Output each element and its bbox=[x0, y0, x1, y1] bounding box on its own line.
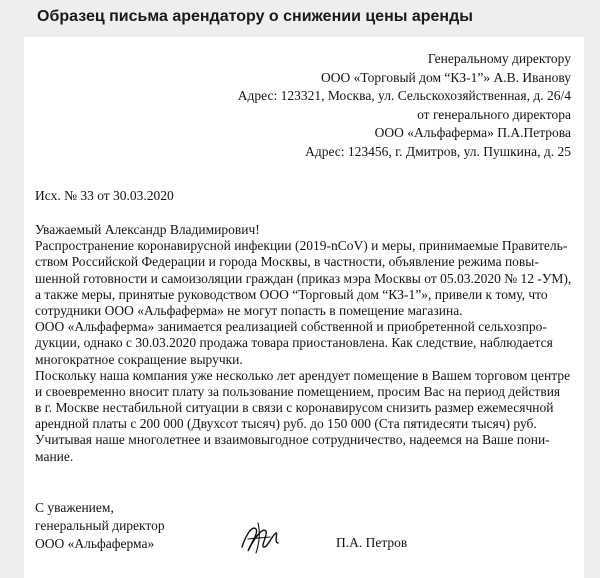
recipient-line: от генерального директора bbox=[417, 106, 571, 122]
letter-body bbox=[35, 222, 571, 465]
letter-sheet bbox=[24, 37, 584, 578]
body-line: Уважаемый Александр Владимирович! bbox=[35, 222, 260, 237]
body-line: а также меры, принятые руководством ООО “Торговый дом “КЗ-1”», привели к тому, что bbox=[35, 286, 548, 302]
body-line: сотрудники ООО «Альфаферма» не могут попасть в помещение магазина. bbox=[35, 302, 463, 318]
recipient-line: ООО «Торговый дом “КЗ-1”» А.В. Иванову bbox=[321, 69, 571, 85]
closing-line: ООО «Альфаферма» bbox=[35, 536, 155, 551]
closing-line: генеральный директор bbox=[35, 518, 165, 533]
body-line: Учитывая наше многолетнее и взаимовыгодное сотрудничество, надеемся на Ваше пони- bbox=[35, 432, 550, 448]
body-line: Распространение коронавирусной инфекции (2019-nCoV) и меры, принимаемые Правитель- bbox=[35, 238, 568, 254]
body-line: ством Российской Федерации и города Москвы, в частности, объявление режима повы- bbox=[35, 254, 539, 270]
outgoing-number: Исх. № 33 от 30.03.2020 bbox=[35, 188, 174, 203]
body-line: дукции, однако с 30.03.2020 продажа товара приостановлена. Как следствие, наблюдается bbox=[35, 335, 553, 351]
signature-image bbox=[234, 517, 284, 557]
closing-line: С уважением, bbox=[35, 500, 114, 515]
body-line: многократное сокращение выручки. bbox=[35, 351, 243, 367]
recipient-line: Генеральному директору bbox=[427, 51, 571, 66]
body-line: арендной платы с 200 000 (Двухсот тысяч) руб. до 150 000 (Ста пятидесяти тысяч) руб. bbox=[35, 416, 537, 432]
body-line: мание. bbox=[35, 448, 74, 464]
body-line: в г. Москве нестабильной ситуации в связи с коронавирусом снизить размер ежемесячной bbox=[35, 400, 554, 416]
signer-name: П.А. Петров bbox=[336, 535, 408, 550]
body-line: Поскольку наша компания уже несколько лет арендует помещение в Вашем торговом центре bbox=[35, 367, 571, 383]
body-line: шенной готовности и самоизоляции граждан (приказ мэра Москвы от 05.03.2020 № 12 -УМ), bbox=[35, 270, 572, 286]
body-line: и своевременно вносит плату за пользование помещением, просим Вас на период действия bbox=[35, 383, 561, 399]
recipient-line: Адрес: 123456, г. Дмитров, ул. Пушкина, д. 25 bbox=[305, 143, 571, 159]
page-title: Образец письма арендатору о снижении цены аренды bbox=[37, 8, 473, 25]
recipient-line: ООО «Альфаферма» П.А.Петрова bbox=[374, 125, 571, 140]
recipient-line: Адрес: 123321, Москва, ул. Сельскохозяйственная, д. 26/4 bbox=[237, 88, 571, 103]
closing-block bbox=[35, 499, 165, 553]
recipient-block bbox=[238, 50, 571, 161]
body-line: ООО «Альфаферма» занимается реализацией собственной и приобретенной сельхозпро- bbox=[35, 319, 547, 335]
